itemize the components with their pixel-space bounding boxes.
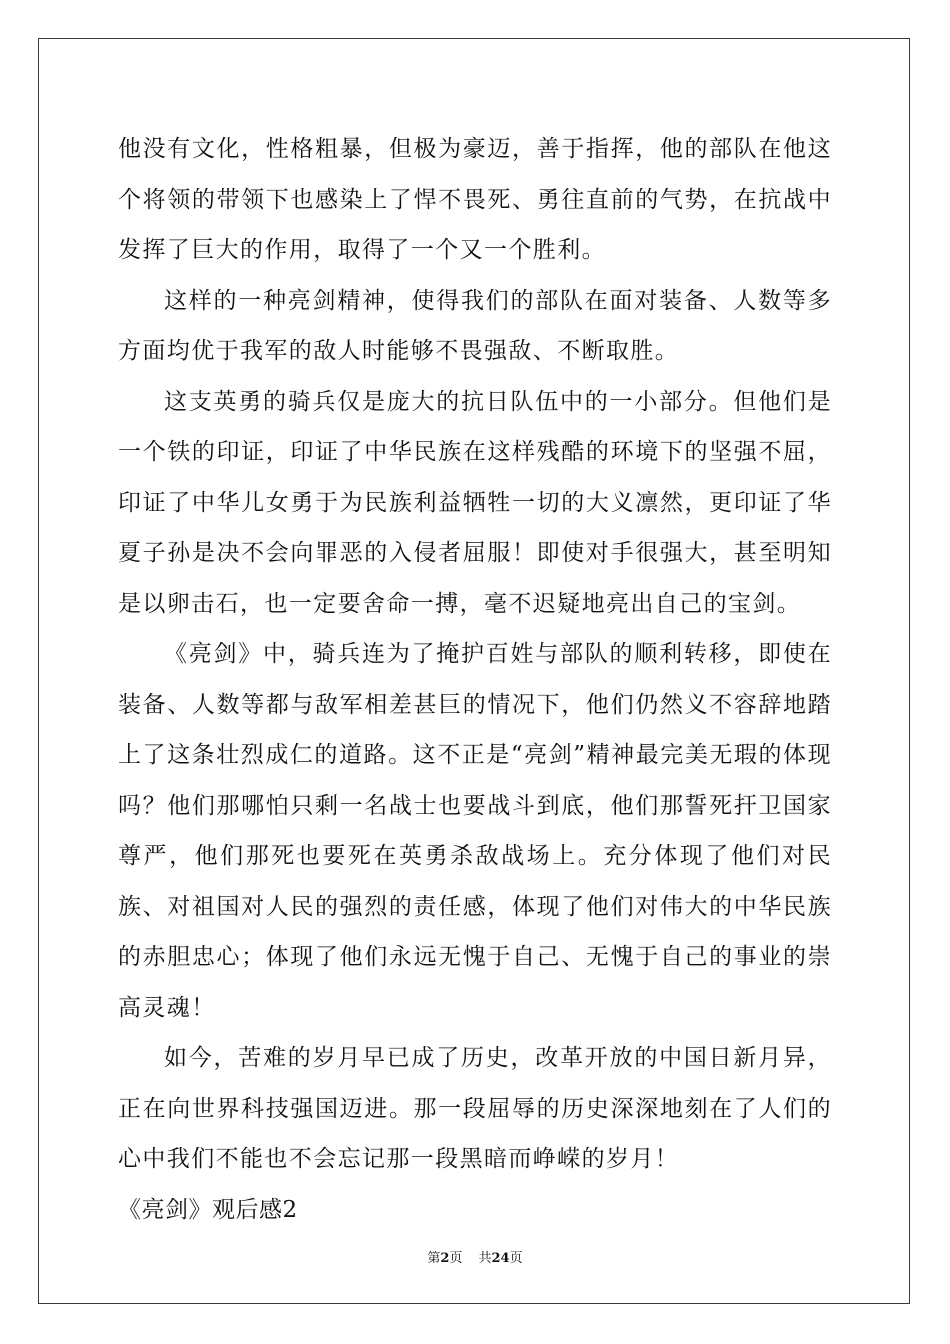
section-heading: 《亮剑》观后感2 xyxy=(118,1196,298,1223)
footer-page-number: 2 xyxy=(440,1251,450,1266)
footer-prefix: 第 xyxy=(427,1251,441,1266)
paragraph-2: 这样的一种亮剑精神，使得我们的部队在面对装备、人数等多方面均优于我军的敌人时能够不畏强敌、不断取胜。 xyxy=(118,287,832,364)
page-footer xyxy=(0,1247,950,1266)
paragraph-4: 《亮剑》中，骑兵连为了掩护百姓与部队的顺利转移，即使在装备、人数等都与敌军相差甚巨的情况下，他们仍然义不容辞地踏上了这条壮烈成仁的道路。这不正是“亮剑”精神最完美无瑕的体现吗？他们那哪怕只剩一名战士也要战斗到底，他们那誓死扞卫国家尊严，他们那死也要死在英勇杀敌战场上。充分体现了他们对民族、对祖国对人民的强烈的责任感，体现了他们对伟大的中华民族的赤胆忠心；体现了他们永远无愧于自己、无愧于自己的事业的崇高灵魂！ xyxy=(118,641,832,1021)
paragraph-3: 这支英勇的骑兵仅是庞大的抗日队伍中的一小部分。但他们是一个铁的印证，印证了中华民族在这样残酷的环境下的坚强不屈，印证了中华儿女勇于为民族利益牺牲一切的大义凛然，更印证了华夏子孙是决不会向罪恶的入侵者屈服！即使对手很强大，甚至明知是以卵击石，也一定要舍命一搏，毫不迟疑地亮出自己的宝剑。 xyxy=(118,388,832,617)
document-body xyxy=(118,124,832,1235)
paragraph-5: 如今，苦难的岁月早已成了历史，改革开放的中国日新月异，正在向世界科技强国迈进。那一段屈辱的历史深深地刻在了人们的心中我们不能也不会忘记那一段黑暗而峥嵘的岁月！ xyxy=(118,1045,832,1172)
footer-total-pages: 24 xyxy=(491,1251,510,1266)
paragraph-1: 他没有文化，性格粗暴，但极为豪迈，善于指挥，他的部队在他这个将领的带领下也感染上了悍不畏死、勇往直前的气势，在抗战中发挥了巨大的作用，取得了一个又一个胜利。 xyxy=(118,136,832,263)
footer-page-suffix: 页 xyxy=(449,1251,463,1266)
footer-total-suffix: 页 xyxy=(509,1251,523,1266)
footer-total-prefix: 共 xyxy=(478,1251,492,1266)
